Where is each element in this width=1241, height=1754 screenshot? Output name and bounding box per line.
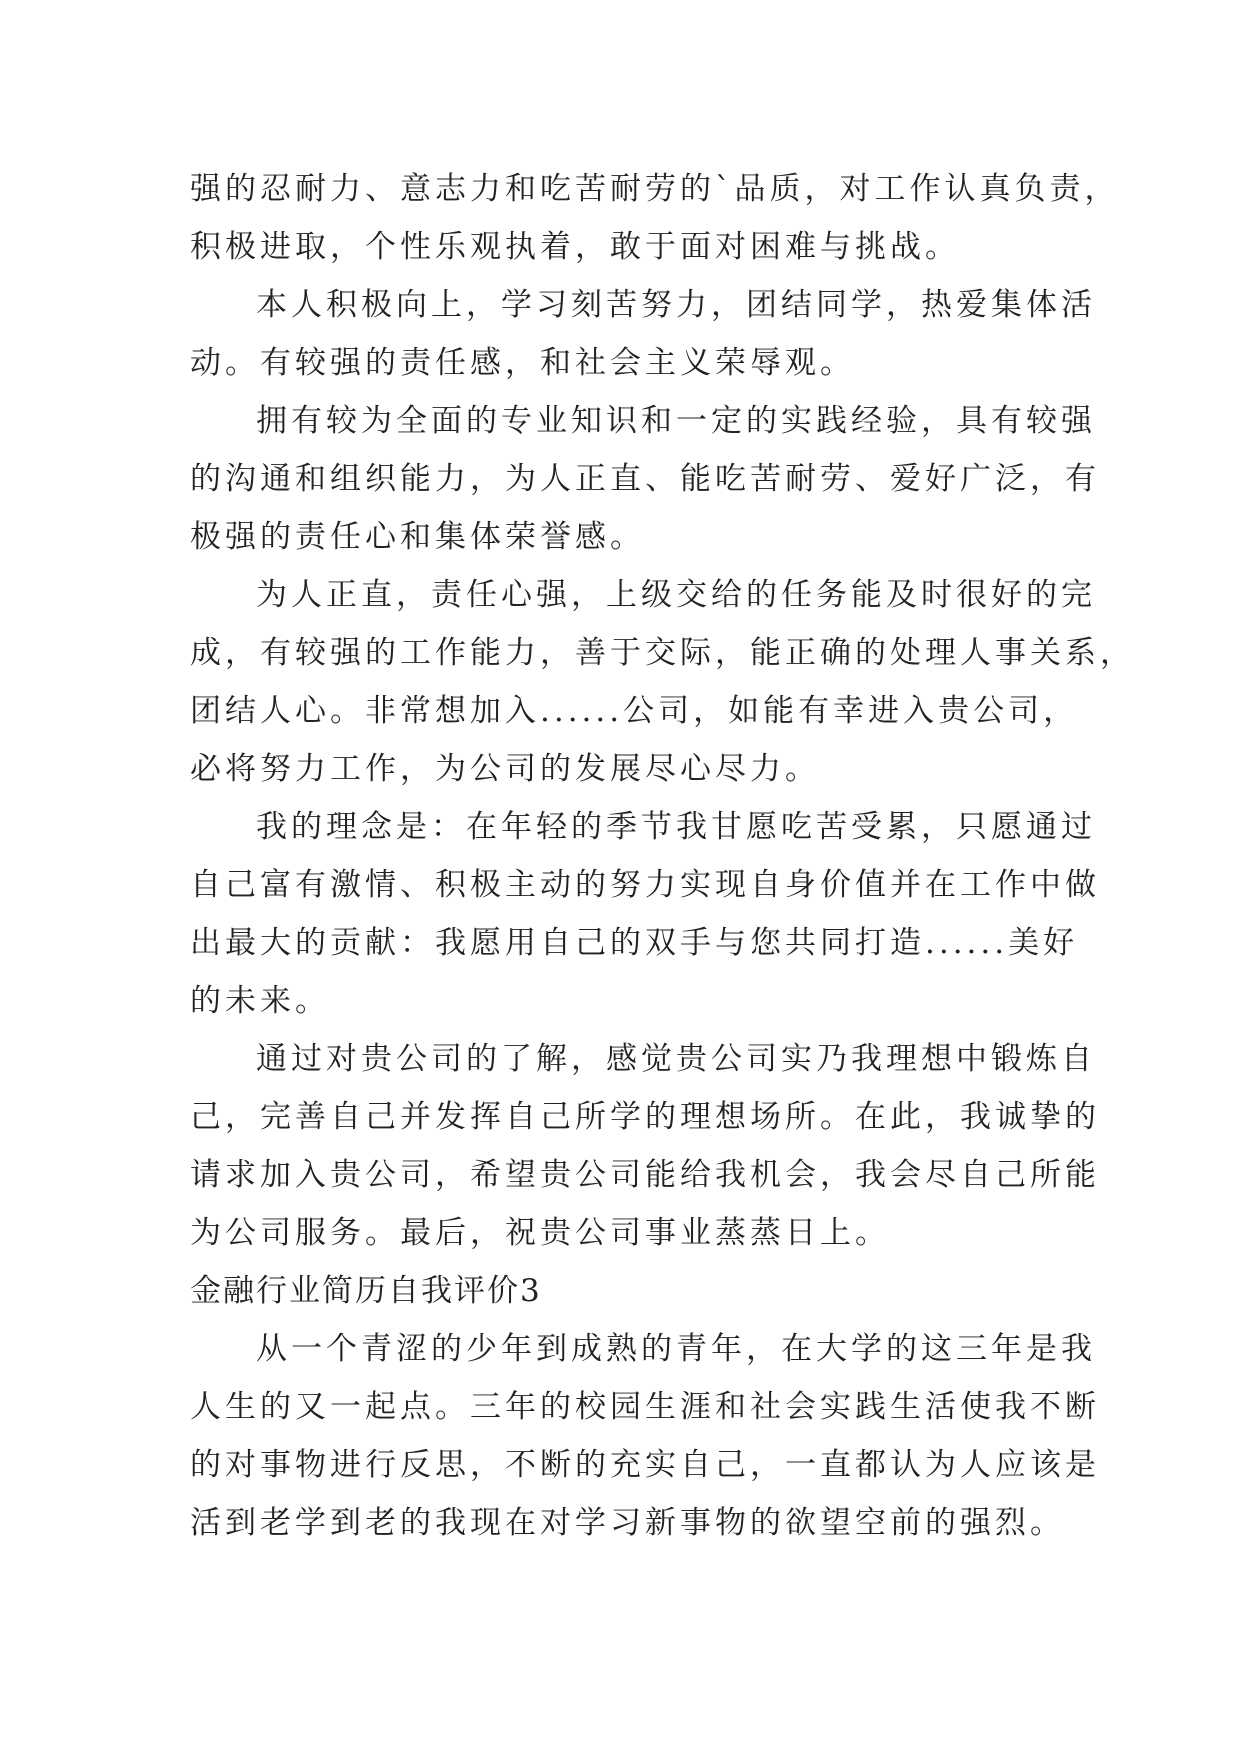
text-line: 的沟通和组织能力，为人正直、能吃苦耐劳、爱好广泛，有 xyxy=(190,461,1100,497)
document-body xyxy=(190,160,1135,1552)
section-heading: 金融行业简历自我评价3 xyxy=(190,1273,542,1309)
text-line: 为公司服务。最后，祝贵公司事业蒸蒸日上。 xyxy=(190,1215,890,1251)
paragraph-start-line: 本人积极向上，学习刻苦努力，团结同学，热爱集体活 xyxy=(256,287,1096,323)
text-line: 团结人心。非常想加入......公司，如能有幸进入贵公司， xyxy=(190,693,1079,729)
text-line: 活到老学到老的我现在对学习新事物的欲望空前的强烈。 xyxy=(190,1505,1065,1541)
text-line: 人生的又一起点。三年的校园生涯和社会实践生活使我不断 xyxy=(190,1389,1100,1425)
text-line: 成，有较强的工作能力，善于交际，能正确的处理人事关系， xyxy=(190,635,1135,671)
text-line: 请求加入贵公司，希望贵公司能给我机会，我会尽自己所能 xyxy=(190,1157,1100,1193)
paragraph-start-line: 我的理念是：在年轻的季节我甘愿吃苦受累，只愿通过 xyxy=(256,809,1096,845)
text-line: 极强的责任心和集体荣誉感。 xyxy=(190,519,645,555)
text-line: 己，完善自己并发挥自己所学的理想场所。在此，我诚挚的 xyxy=(190,1099,1100,1135)
paragraph-start-line: 通过对贵公司的了解，感觉贵公司实乃我理想中锻炼自 xyxy=(256,1041,1096,1077)
paragraph-start-line: 为人正直，责任心强，上级交给的任务能及时很好的完 xyxy=(256,577,1096,613)
text-line: 的对事物进行反思，不断的充实自己，一直都认为人应该是 xyxy=(190,1447,1100,1483)
text-line: 出最大的贡献：我愿用自己的双手与您共同打造......美好 xyxy=(190,925,1079,961)
text-line: 动。有较强的责任感，和社会主义荣辱观。 xyxy=(190,345,855,381)
text-line: 强的忍耐力、意志力和吃苦耐劳的`品质，对工作认真负责， xyxy=(190,171,1120,207)
text-line: 积极进取，个性乐观执着，敢于面对困难与挑战。 xyxy=(190,229,960,265)
text-line: 自己富有激情、积极主动的努力实现自身价值并在工作中做 xyxy=(190,867,1100,903)
text-line: 的未来。 xyxy=(190,983,330,1019)
paragraph-start-line: 拥有较为全面的专业知识和一定的实践经验，具有较强 xyxy=(256,403,1096,439)
text-line: 必将努力工作，为公司的发展尽心尽力。 xyxy=(190,751,820,787)
paragraph-start-line: 从一个青涩的少年到成熟的青年，在大学的这三年是我 xyxy=(256,1331,1096,1367)
